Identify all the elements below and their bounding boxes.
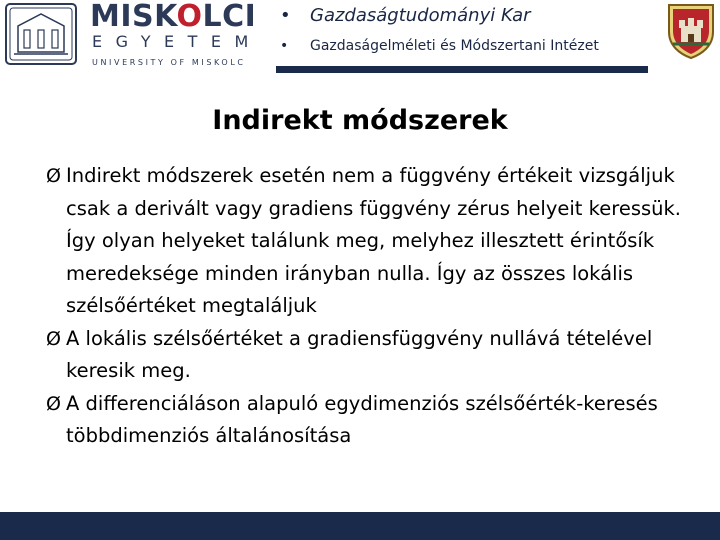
list-item xyxy=(46,388,714,453)
bullet-text: Indirekt módszerek esetén nem a függvény értékeit vizsgáljuk csak a derivált vagy gradiens függvény zérus helyeit keressük. Így olyan helyeket találunk meg, melyhez illesztett érintősík meredeksége minden irányban nulla. Így az összes lokális szélsőértéket megtaláljuk xyxy=(66,164,681,317)
brand-english: UNIVERSITY OF MISKOLC xyxy=(92,58,246,67)
list-item xyxy=(46,160,714,323)
university-crest-icon xyxy=(4,2,78,66)
bullet-text: A lokális szélsőértéket a gradiensfüggvény nullává tételével keresik meg. xyxy=(66,326,653,382)
header-divider xyxy=(276,66,648,73)
bullet-text: A differenciáláson alapuló egydimenziós szélsőérték-keresés többdimenziós általánosítása xyxy=(66,391,658,447)
arrow-bullet-icon: Ø xyxy=(46,392,61,415)
slide-content xyxy=(46,160,714,453)
university-logo xyxy=(0,0,262,72)
brand-subtitle: EGYETEM xyxy=(92,32,262,51)
slide-title: Indirekt módszerek xyxy=(212,105,508,136)
faculty-line: • Gazdaságtudományi Kar xyxy=(280,5,531,26)
footer-bar xyxy=(0,512,720,540)
brand-name: MISKOLCI xyxy=(90,0,257,34)
list-item xyxy=(46,323,714,388)
arrow-bullet-icon: Ø xyxy=(46,327,61,350)
faculty-name: Gazdaságtudományi Kar xyxy=(310,5,531,26)
city-coat-of-arms-icon xyxy=(666,2,716,60)
header-institution xyxy=(280,0,644,70)
institute-line: • Gazdaságelméleti és Módszertani Intézet xyxy=(280,38,599,54)
institute-name: Gazdaságelméleti és Módszertani Intézet xyxy=(310,38,599,54)
arrow-bullet-icon: Ø xyxy=(46,165,61,187)
